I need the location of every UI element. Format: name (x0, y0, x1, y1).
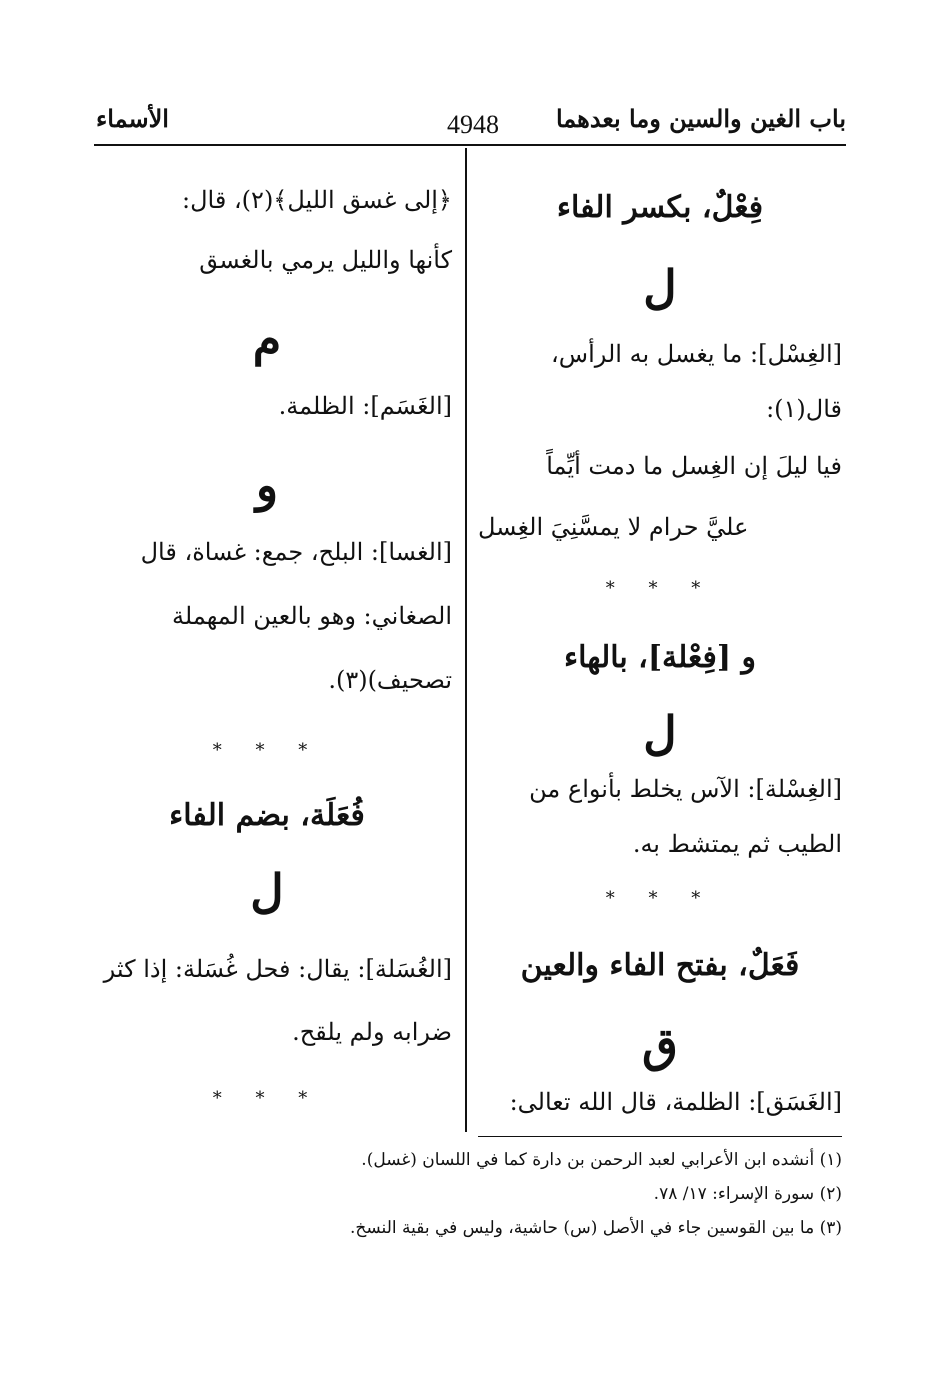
section-title: الأسماء (96, 104, 169, 133)
heading-damm: فُعَلَة، بضم الفاء (169, 798, 365, 833)
page-number: 4948 (447, 110, 499, 139)
entry-ghasa-line2: الصغاني: وهو بالعين المهملة (172, 602, 452, 630)
letter-waw: و (255, 458, 279, 512)
entry-ghisl-line1: [الغِسْل]: ما يغسل به الرأس، (551, 340, 842, 368)
footnote-1: (١) أنشده ابن الأعرابي لعبد الرحمن بن دارة كما في اللسان (غسل). (361, 1150, 842, 1170)
footnote-rule (478, 1136, 842, 1137)
letter-qaf: ق (642, 1018, 678, 1072)
header-rule (94, 144, 846, 146)
chapter-title: باب الغين والسين وما بعدهما (555, 104, 846, 133)
entry-ghisla-line2: الطيب ثم يمتشط به. (632, 830, 842, 858)
verse1-line1: فيا ليلَ إن الغِسل ما دمت أيِّماً (546, 452, 842, 480)
entry-ghasa-line1: [الغسا]: البلح، جمع: غساة، قال (140, 538, 452, 566)
entry-ghusala-line2: ضرابه ولم يلقح. (292, 1018, 452, 1046)
entry-ghisla-line1: [الغِسْلة]: الآس يخلط بأنواع من (529, 775, 842, 803)
verse1-line2: عليَّ حرام لا يمسَّنِيَ الغِسل (478, 513, 749, 541)
heading-fath: فَعَلٌ، بفتح الفاء والعين (520, 948, 800, 983)
separator-stars: * * * (212, 740, 322, 761)
entry-ghusala-line1: [الغُسَلة]: يقال: فحل غُسَلة: إذا كثر (103, 955, 452, 983)
quran-quote-line: ﴿إلى غسق الليل﴾(٢)، قال: (182, 186, 452, 214)
letter-lam-1: ل (643, 260, 677, 314)
verse2-line: كأنها والليل يرمي بالغسق (199, 246, 452, 274)
entry-ghasam: [الغَسَم]: الظلمة. (278, 392, 452, 420)
entry-ghasa-line3: تصحيف)(٣). (328, 666, 452, 694)
letter-lam-3: ل (250, 864, 284, 918)
heading-kasr: فِعْلٌ، بكسر الفاء (556, 190, 764, 225)
separator-stars: * * * (605, 578, 715, 599)
entry-ghasaq-line1: [الغَسَق]: الظلمة، قال الله تعالى: (509, 1088, 842, 1116)
heading-bil-ha: و [فِعْلة]، بالهاء (564, 640, 756, 675)
entry-ghisl-line2: قال(١): (766, 395, 842, 423)
separator-stars: * * * (605, 888, 715, 909)
letter-lam-2: ل (643, 706, 677, 760)
column-divider (465, 148, 467, 1132)
separator-stars: * * * (212, 1088, 322, 1109)
footnote-2: (٢) سورة الإسراء: ١٧/ ٧٨. (653, 1184, 842, 1204)
letter-mim: م (252, 312, 282, 366)
footnote-3: (٣) ما بين القوسين جاء في الأصل (س) حاشية، وليس في بقية النسخ. (350, 1218, 842, 1238)
